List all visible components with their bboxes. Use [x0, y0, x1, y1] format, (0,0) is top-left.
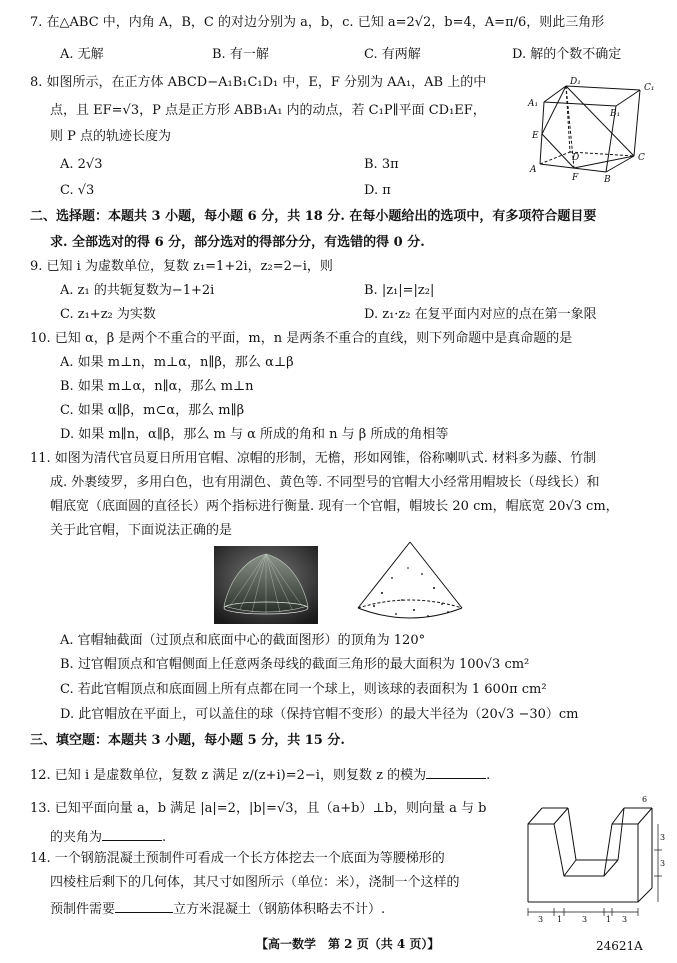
- q8-option-b: B. 3π: [364, 157, 399, 172]
- section-3-title: 三、填空题：本题共 3 小题，每小题 5 分，共 15 分.: [30, 733, 345, 748]
- dim-bottom-3b: 3: [582, 915, 588, 924]
- q14-text-end: 立方米混凝土（钢筋体积略去不计）.: [173, 902, 386, 917]
- q11-line-4: 关于此官帽，下面说法正确的是: [50, 523, 233, 538]
- q12-answer-blank[interactable]: [426, 766, 486, 779]
- q14-answer-blank[interactable]: [115, 900, 173, 913]
- q11-option-c: C. 若此官帽顶点和底面圆上所有点都在同一个球上，则该球的表面积为 1 600π cm²: [60, 682, 547, 697]
- q8-line-2: 点，且 EF=√3，P 点是正方形 ABB₁A₁ 内的动点，若 C₁P∥平面 CD₁EF，: [50, 103, 486, 118]
- q7-option-b: B. 有一解: [212, 47, 269, 62]
- dim-bottom-1a: 1: [557, 915, 563, 924]
- q13-period: .: [162, 830, 167, 845]
- q11-line-1: 11. 如图为清代官员夏日所用官帽、凉帽的形制，无檐，形如网锥，俗称喇叭式. 材料多为藤、竹制: [30, 451, 597, 466]
- dim-bottom-3c: 3: [622, 915, 628, 924]
- q12-period: .: [486, 768, 491, 783]
- q10-option-a: A. 如果 m⊥n，m⊥α，n∥β，那么 α⊥β: [60, 355, 294, 370]
- q9-option-b: B. |z₁|=|z₂|: [364, 283, 435, 298]
- q9-stem: 9. 已知 i 为虚数单位，复数 z₁=1+2i，z₂=2−i，则: [30, 259, 333, 274]
- label-f: F: [572, 173, 579, 183]
- q7-stem: 7. 在△ABC 中，内角 A，B，C 的对边分别为 a，b，c. 已知 a=2√2，b=4，A=π/6，则此三角形: [30, 15, 605, 30]
- cube-figure: [526, 72, 662, 184]
- label-c1: C₁: [644, 83, 655, 93]
- dim-bottom-1b: 1: [606, 915, 612, 924]
- q8-line-1: 8. 如图所示，在正方体 ABCD−A₁B₁C₁D₁ 中，E，F 分别为 AA₁，AB 上的中: [30, 75, 487, 90]
- q9-option-a: A. z₁ 的共轭复数为−1+2i: [60, 283, 215, 298]
- q11-option-b: B. 过官帽顶点和官帽侧面上任意两条母线的截面三角形的最大面积为 100√3 cm²: [60, 657, 530, 672]
- q10-option-b: B. 如果 m⊥α，n∥α，那么 m⊥n: [60, 379, 254, 394]
- label-d1: D₁: [570, 77, 581, 87]
- label-e: E: [532, 131, 539, 141]
- q7-option-d: D. 解的个数不确定: [512, 47, 622, 62]
- label-a: A: [530, 165, 537, 175]
- hat-photo: [214, 546, 318, 624]
- q10-stem: 10. 已知 α，β 是两个不重合的平面，m，n 是两条不重合的直线，则下列命题中是真命题的是: [30, 331, 573, 346]
- q13-text: 的夹角为: [50, 830, 103, 845]
- prefab-figure: [520, 796, 666, 924]
- q13-line-2: [50, 828, 166, 844]
- q14-line-2: 四棱柱后剩下的几何体，其尺寸如图所示（单位：米），浇制一个这样的: [50, 875, 460, 890]
- dim-right-3b: 3: [660, 859, 666, 868]
- section-2-line-1: 二、选择题：本题共 3 小题，每小题 6 分，共 18 分. 在每小题给出的选项中，有多项符合题目要: [30, 209, 597, 224]
- section-2-line-2: 求. 全部选对的得 6 分，部分选对的得部分分，有选错的得 0 分.: [50, 235, 425, 250]
- footer-page-info: 【高一数学 第 2 页（共 4 页）】: [256, 937, 440, 951]
- label-d: D: [572, 153, 580, 163]
- label-b1: B₁: [610, 109, 621, 119]
- q11-line-3: 帽底宽（底面圆的直径长）两个指标进行衡量. 现有一个官帽，帽坡长 20 cm，帽底宽 20√3 cm，: [50, 499, 619, 514]
- label-b: B: [604, 175, 611, 184]
- q14-line-1: 14. 一个钢筋混凝土预制件可看成一个长方体挖去一个底面为等腰梯形的: [30, 851, 445, 866]
- q11-option-a: A. 官帽轴截面（过顶点和底面中心的截面图形）的顶角为 120°: [60, 633, 426, 648]
- footer-code: 24621A: [596, 939, 643, 953]
- q12-line: [30, 766, 490, 782]
- q8-option-c: C. √3: [60, 183, 95, 198]
- dim-right-3a: 3: [660, 833, 666, 842]
- q11-line-2: 成. 外裹绫罗，多用白色，也有用湖色、黄色等. 不同型号的官帽大小经常用帽坡长（母线长）和: [50, 475, 600, 490]
- q8-option-d: D. π: [364, 183, 391, 198]
- dim-bottom-3a: 3: [538, 915, 544, 924]
- q13-answer-blank[interactable]: [102, 828, 162, 841]
- label-c: C: [638, 153, 645, 163]
- q9-option-c: C. z₁+z₂ 为实数: [60, 307, 156, 322]
- q8-option-a: A. 2√3: [60, 157, 103, 172]
- dim-depth-6: 6: [642, 796, 648, 804]
- q11-option-d: D. 此官帽放在平面上，可以盖住的球（保持官帽不变形）的最大半径为（20√3 −30）cm: [60, 707, 579, 722]
- cone-figure: [352, 538, 468, 630]
- label-a1: A₁: [528, 99, 539, 109]
- q14-text: 预制件需要: [50, 902, 116, 917]
- q9-option-d: D. z₁·z₂ 在复平面内对应的点在第一象限: [364, 307, 597, 322]
- q13-line-1: 13. 已知平面向量 a，b 满足 |a|=2，|b|=√3，且（a+b）⊥b，则向量 a 与 b: [30, 801, 487, 816]
- q10-option-c: C. 如果 α∥β，m⊂α，那么 m∥β: [60, 403, 245, 418]
- q7-option-a: A. 无解: [60, 47, 104, 62]
- q8-line-3: 则 P 点的轨迹长度为: [50, 129, 172, 144]
- q10-option-d: D. 如果 m∥n，α∥β，那么 m 与 α 所成的角和 n 与 β 所成的角相等: [60, 427, 449, 442]
- q7-option-c: C. 有两解: [364, 47, 421, 62]
- q14-line-3: [50, 900, 385, 916]
- q12-text: 12. 已知 i 是虚数单位，复数 z 满足 z/(z+i)=2−i，则复数 z 的模为: [30, 768, 427, 783]
